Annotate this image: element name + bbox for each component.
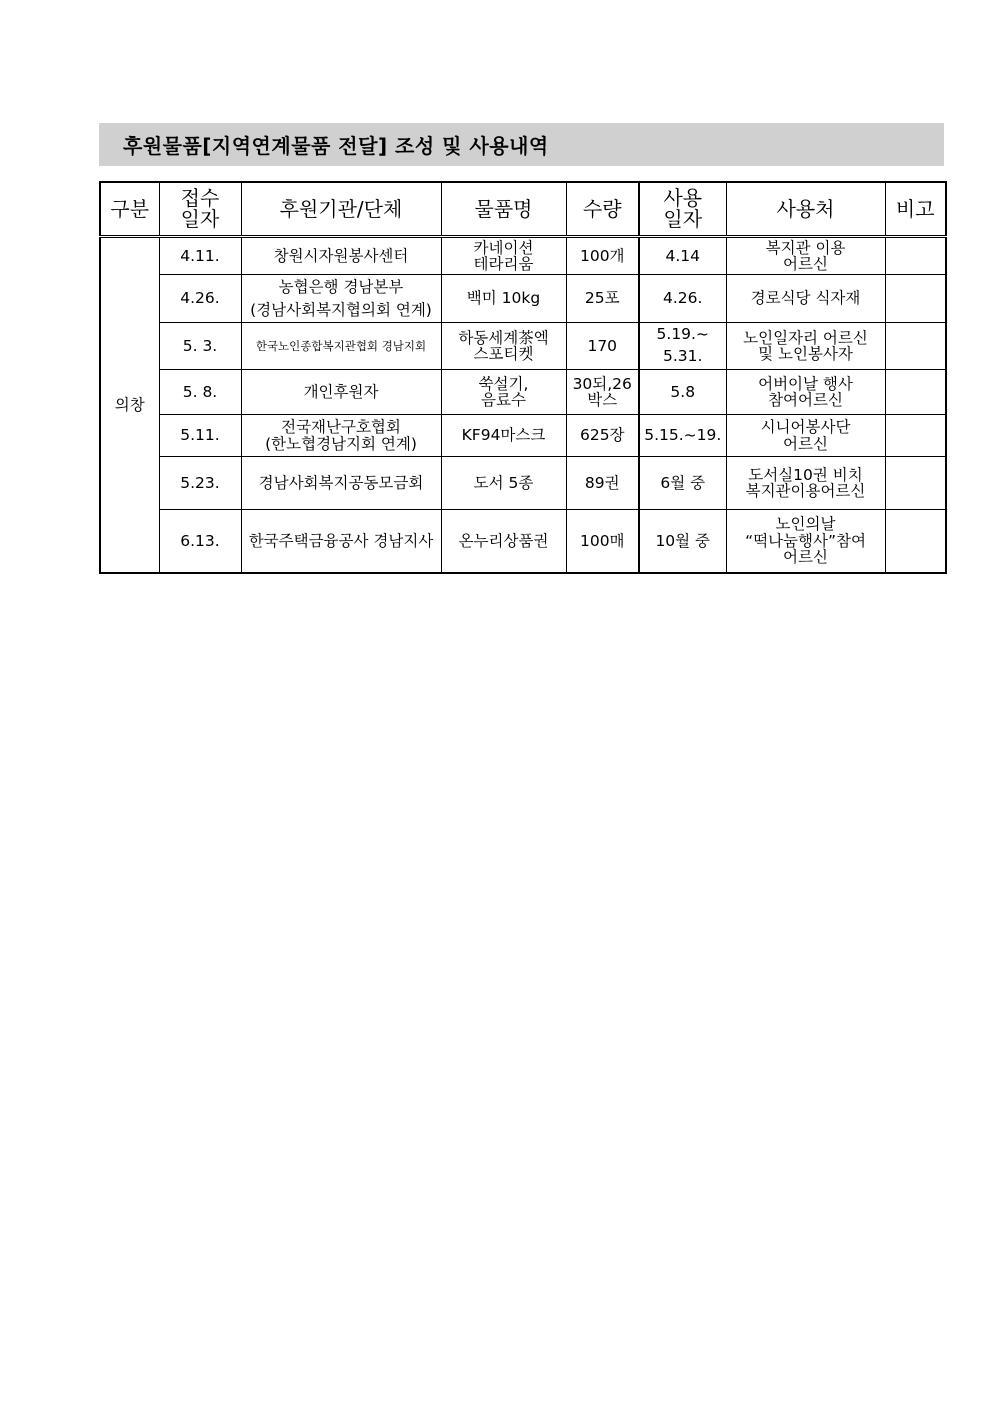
section-title: 후원물품[지역연계물품 전달] 조성 및 사용내역 <box>123 134 549 158</box>
cell-quantity: 625장 <box>566 415 639 457</box>
cell-sponsor: 전국재난구호협회 (한노협경남지회 연계) <box>241 415 441 457</box>
cell-use-date: 5.8 <box>639 370 726 415</box>
cell-sponsor: 경남사회복지공동모금회 <box>241 457 441 510</box>
cell-receipt-date: 4.11. <box>159 237 241 275</box>
cell-used-by: 노인의날 “떡나눔행사”참여 어르신 <box>726 510 885 573</box>
cell-quantity: 170 <box>566 323 639 370</box>
cell-note <box>885 510 946 573</box>
cell-note <box>885 370 946 415</box>
donation-table <box>99 181 947 574</box>
cell-quantity: 25포 <box>566 275 639 323</box>
cell-use-date: 10월 중 <box>639 510 726 573</box>
cell-note <box>885 237 946 275</box>
cell-item: 쑥설기, 음료수 <box>441 370 566 415</box>
table-row <box>100 237 946 275</box>
cell-receipt-date: 6.13. <box>159 510 241 573</box>
cell-note <box>885 415 946 457</box>
cell-quantity: 100매 <box>566 510 639 573</box>
section-title-bar <box>99 123 944 166</box>
header-row <box>100 182 946 237</box>
header-quantity: 수량 <box>566 182 639 237</box>
cell-receipt-date: 5. 3. <box>159 323 241 370</box>
cell-use-date: 6월 중 <box>639 457 726 510</box>
cell-used-by: 복지관 이용 어르신 <box>726 237 885 275</box>
cell-quantity: 100개 <box>566 237 639 275</box>
cell-item: 온누리상품권 <box>441 510 566 573</box>
cell-used-by: 경로식당 식자재 <box>726 275 885 323</box>
cell-receipt-date: 4.26. <box>159 275 241 323</box>
header-category: 구분 <box>100 182 159 237</box>
table-row <box>100 323 946 370</box>
header-sponsor: 후원기관/단체 <box>241 182 441 237</box>
cell-note <box>885 457 946 510</box>
header-used-by: 사용처 <box>726 182 885 237</box>
cell-note <box>885 275 946 323</box>
cell-sponsor: 한국주택금융공사 경남지사 <box>241 510 441 573</box>
cell-receipt-date: 5.11. <box>159 415 241 457</box>
cell-item: 하동세계茶엑 스포티켓 <box>441 323 566 370</box>
cell-used-by: 어버이날 행사 참여어르신 <box>726 370 885 415</box>
cell-use-date: 4.14 <box>639 237 726 275</box>
cell-used-by: 시니어봉사단 어르신 <box>726 415 885 457</box>
cell-receipt-date: 5.23. <box>159 457 241 510</box>
cell-sponsor: 개인후원자 <box>241 370 441 415</box>
table-row <box>100 510 946 573</box>
cell-quantity: 30되,26 박스 <box>566 370 639 415</box>
header-item: 물품명 <box>441 182 566 237</box>
cell-note <box>885 323 946 370</box>
cell-sponsor: 농협은행 경남본부 (경남사회복지협의회 연계) <box>241 275 441 323</box>
table-row <box>100 457 946 510</box>
header-receipt-date: 접수 일자 <box>159 182 241 237</box>
table-row <box>100 275 946 323</box>
header-use-date: 사용 일자 <box>639 182 726 237</box>
table-row <box>100 370 946 415</box>
cell-sponsor: 창원시자원봉사센터 <box>241 237 441 275</box>
cell-used-by: 노인일자리 어르신 및 노인봉사자 <box>726 323 885 370</box>
cell-item: KF94마스크 <box>441 415 566 457</box>
cell-quantity: 89권 <box>566 457 639 510</box>
header-note: 비고 <box>885 182 946 237</box>
cell-item: 카네이션 테라리움 <box>441 237 566 275</box>
cell-use-date: 5.15.~19. <box>639 415 726 457</box>
cell-receipt-date: 5. 8. <box>159 370 241 415</box>
cell-category: 의창 <box>100 237 159 573</box>
cell-sponsor: 한국노인종합복지관협회 경남지회 <box>241 323 441 370</box>
cell-used-by: 도서실10권 비치 복지관이용어르신 <box>726 457 885 510</box>
cell-item: 도서 5종 <box>441 457 566 510</box>
cell-use-date: 5.19.~ 5.31. <box>639 323 726 370</box>
cell-use-date: 4.26. <box>639 275 726 323</box>
cell-item: 백미 10kg <box>441 275 566 323</box>
table-row <box>100 415 946 457</box>
